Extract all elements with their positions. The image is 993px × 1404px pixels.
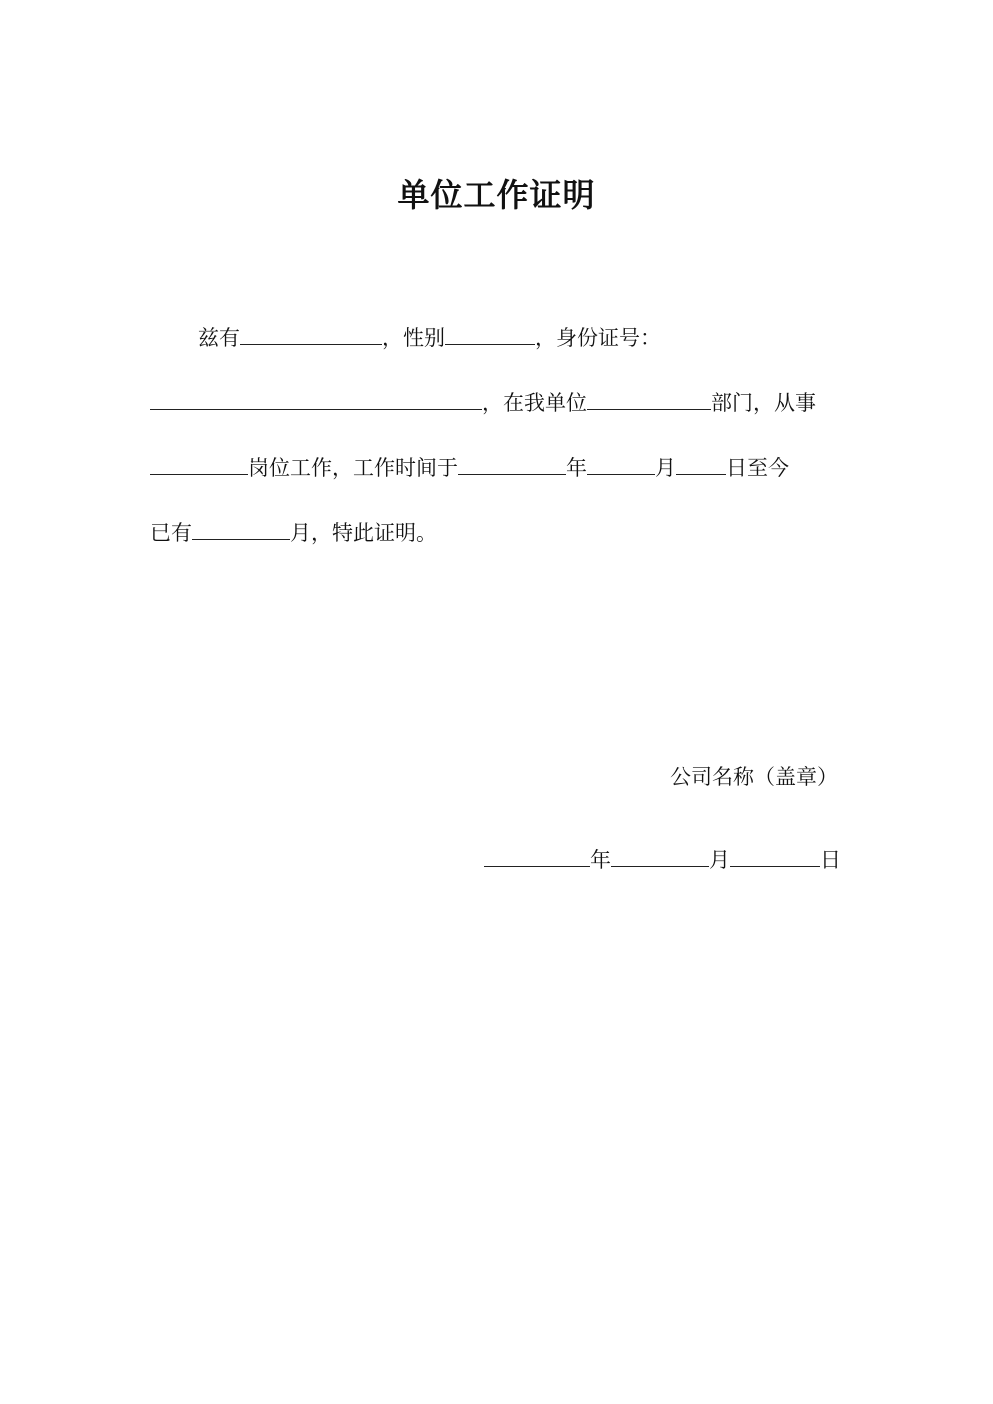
post-label: 岗位工作，工作时间于: [248, 456, 458, 480]
year-label: 年: [566, 456, 587, 480]
name-blank[interactable]: [240, 322, 382, 345]
department-label: 部门，从事: [711, 391, 816, 415]
body-line-3: [150, 452, 789, 483]
start-year-blank[interactable]: [458, 452, 566, 475]
duration-prefix: 已有: [150, 521, 192, 545]
closing-text: 月，特此证明。: [290, 521, 437, 545]
body-line-2: [150, 387, 816, 418]
post-blank[interactable]: [150, 452, 248, 475]
sign-month-blank[interactable]: [611, 844, 709, 867]
body-line-1: [198, 322, 661, 353]
sign-day-label: 日: [820, 848, 841, 872]
day-label: 日至今: [726, 456, 789, 480]
sign-year-label: 年: [590, 848, 611, 872]
gender-blank[interactable]: [445, 322, 535, 345]
id-label: ，身份证号：: [535, 326, 661, 350]
signature-date: [484, 844, 841, 875]
intro-text: 兹有: [198, 326, 240, 350]
body-line-4: [150, 517, 437, 548]
document-title: 单位工作证明: [397, 176, 596, 214]
gender-label: ，性别: [382, 326, 445, 350]
id-number-blank[interactable]: [150, 387, 482, 410]
start-month-blank[interactable]: [587, 452, 655, 475]
unit-label: ，在我单位: [482, 391, 587, 415]
sign-day-blank[interactable]: [730, 844, 820, 867]
months-blank[interactable]: [192, 517, 290, 540]
month-label: 月: [655, 456, 676, 480]
sign-month-label: 月: [709, 848, 730, 872]
start-day-blank[interactable]: [676, 452, 726, 475]
department-blank[interactable]: [587, 387, 711, 410]
company-seal-label: 公司名称（盖章）: [670, 765, 838, 789]
sign-year-blank[interactable]: [484, 844, 590, 867]
